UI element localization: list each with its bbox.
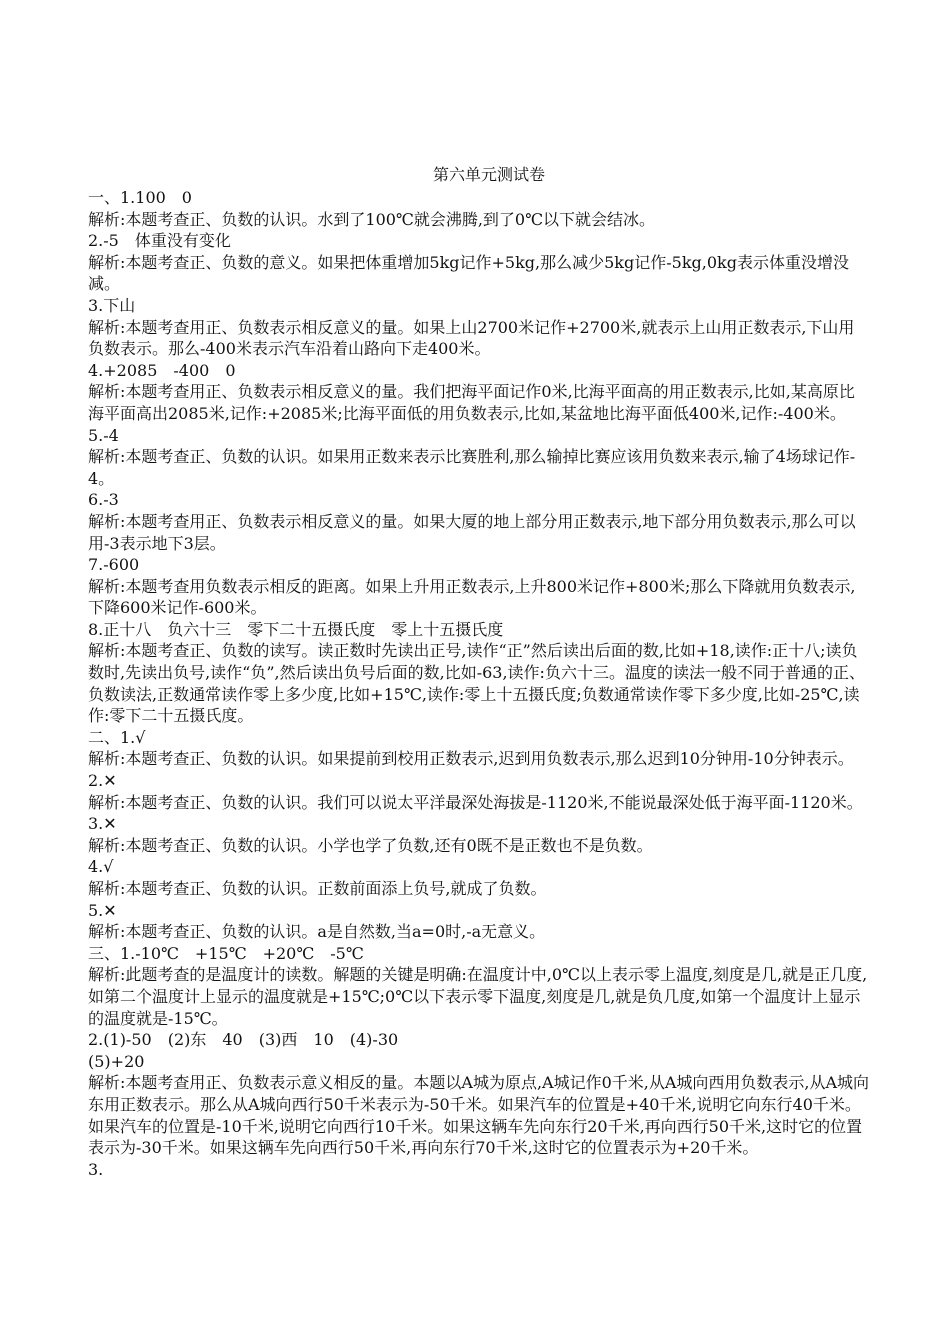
answer-line: 6.-3 <box>88 490 119 510</box>
answer-line: 7.-600 <box>88 555 140 575</box>
answer-line: 3. <box>88 1159 104 1179</box>
answer-line: 5.-4 <box>88 425 119 445</box>
explanation-line: 解析:本题考查用负数表示相反的距离。如果上升用正数表示,上升800米记作+800米;那么下降就用负数表示,下降600米记作-600米。 <box>88 576 856 618</box>
answer-line: 三、1.-10℃ +15℃ +20℃ -5℃ <box>88 943 364 963</box>
explanation-line: 解析:本题考查用正、负数表示相反意义的量。如果上山2700米记作+2700米,就表示上山用正数表示,下山用负数表示。那么-400米表示汽车沿着山路向下走400米。 <box>88 317 855 359</box>
document-title: 第六单元测试卷 <box>432 165 545 184</box>
explanation-line: 解析:本题考查用正、负数表示相反意义的量。如果大厦的地上部分用正数表示,地下部分用负数表示,那么可以用-3表示地下3层。 <box>88 511 856 553</box>
explanation-line: 解析:本题考查正、负数的认识。小学也学了负数,还有0既不是正数也不是负数。 <box>88 835 653 855</box>
explanation-line: 解析:此题考查的是温度计的读数。解题的关键是明确:在温度计中,0℃以上表示零上温度,刻度是几,就是正几度,如第二个温度计上显示的温度就是+15℃;0℃以下表示零下温度,刻度是几,就是负几度,如第一个温度计上显示的温度就是-15℃。 <box>88 965 868 1028</box>
explanation-line: 解析:本题考查正、负数的认识。如果提前到校用正数表示,迟到用负数表示,那么迟到10分钟用-10分钟表示。 <box>88 749 854 769</box>
answer-line: 2.-5 体重没有变化 <box>88 231 231 251</box>
explanation-line: 解析:本题考查正、负数的读写。读正数时先读出正号,读作“正”然后读出后面的数,比如+18,读作:正十八;读负数时,先读出负号,读作“负”,然后读出负号后面的数,比如-63,读作:负六十三。温度的读法一般不同于普通的正、负数读法,正数通常读作零上多少度,比如+15℃,读作:零上十五摄氏度;负数通常读作零下多少度,比如-25℃,读作:零下二十五摄氏度。 <box>88 641 865 726</box>
answer-line: 一、1.100 0 <box>88 188 192 207</box>
answer-line: 5.✕ <box>88 900 117 920</box>
answer-line: 3.下山 <box>88 295 136 315</box>
answer-line: 4.√ <box>88 857 114 877</box>
explanation-line: 解析:本题考查正、负数的意义。如果把体重增加5kg记作+5kg,那么减少5kg记作-5kg,0kg表示体重没增没减。 <box>88 252 849 294</box>
answer-document <box>88 163 870 1180</box>
answer-line: (5)+20 <box>88 1051 145 1071</box>
explanation-line: 解析:本题考查用正、负数表示意义相反的量。本题以A城为原点,A城记作0千米,从A城向西用负数表示,从A城向东用正数表示。那么从A城向西行50千米表示为-50千米。如果汽车的位置是+40千米,说明它向东行40千米。如果汽车的位置是-10千米,说明它向西行10千米。如果这辆车先向东行20千米,再向西行50千米,这时它的位置表示为-30千米。如果这辆车先向西行50千米,再向东行70千米,这时它的位置表示为+20千米。 <box>88 1073 870 1158</box>
explanation-line: 解析:本题考查正、负数的认识。水到了100℃就会沸腾,到了0℃以下就会结冰。 <box>88 209 655 229</box>
explanation-line: 解析:本题考查正、负数的认识。a是自然数,当a=0时,-a无意义。 <box>88 922 546 942</box>
explanation-line: 解析:本题考查正、负数的认识。如果用正数来表示比赛胜利,那么输掉比赛应该用负数来表示,输了4场球记作-4。 <box>88 447 856 488</box>
explanation-line: 解析:本题考查用正、负数表示相反意义的量。我们把海平面记作0米,比海平面高的用正数表示,比如,某高原比海平面高出2085米,记作:+2085米;比海平面低的用负数表示,比如,某盆地比海平面低400米,记作:-400米。 <box>88 382 855 423</box>
answer-line: 二、1.√ <box>88 727 146 747</box>
answer-line: 2.(1)-50 (2)东 40 (3)西 10 (4)-30 <box>88 1030 399 1050</box>
answer-line: 4.+2085 -400 0 <box>88 360 236 380</box>
explanation-line: 解析:本题考查正、负数的认识。正数前面添上负号,就成了负数。 <box>88 879 547 898</box>
answer-line: 3.✕ <box>88 814 117 834</box>
answer-line: 2.✕ <box>88 771 117 791</box>
explanation-line: 解析:本题考查正、负数的认识。我们可以说太平洋最深处海拔是-1120米,不能说最深处低于海平面-1120米。 <box>88 792 863 812</box>
answer-line: 8.正十八 负六十三 零下二十五摄氏度 零上十五摄氏度 <box>88 619 504 639</box>
